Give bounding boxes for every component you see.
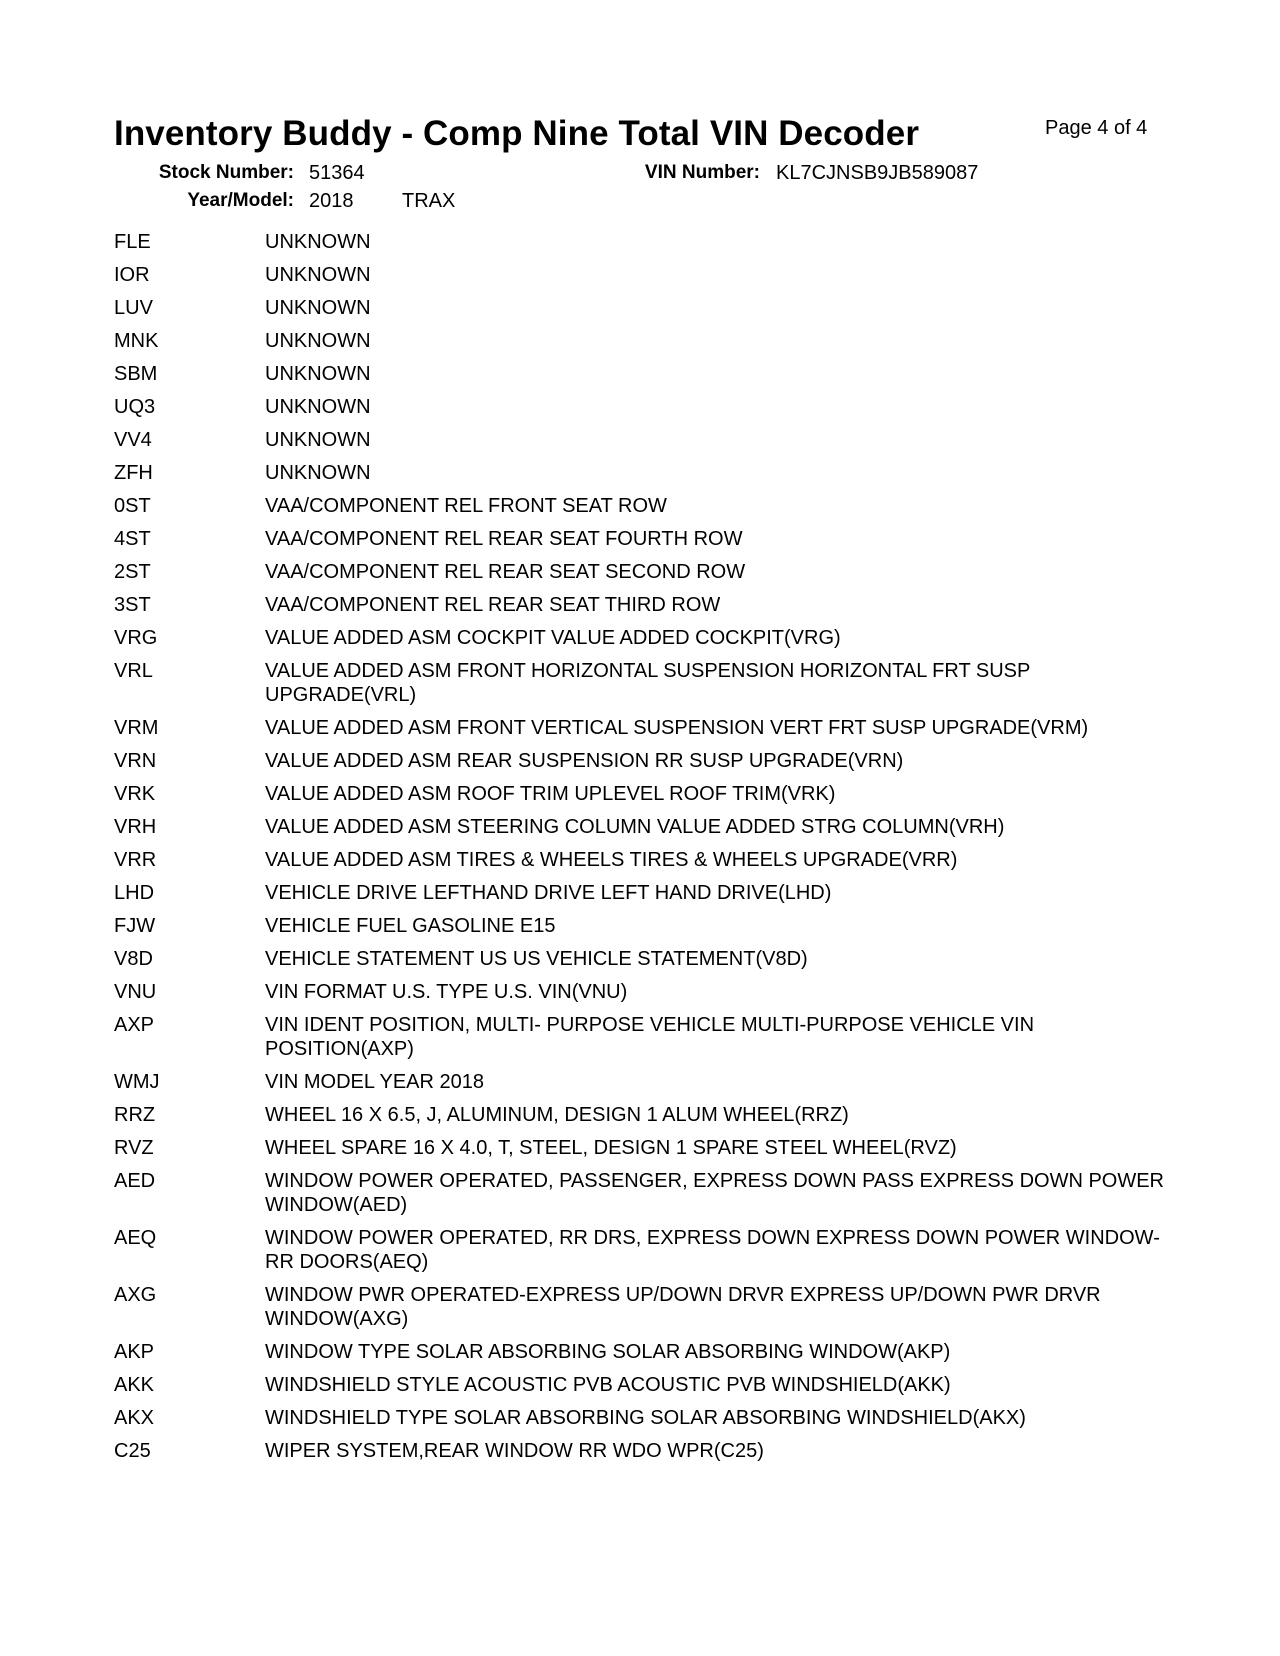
list-item [114,881,1164,905]
option-description: WINDSHIELD TYPE SOLAR ABSORBING SOLAR ABSORBING WINDSHIELD(AKX) [265,1407,1026,1429]
option-code: 2ST [114,561,151,583]
option-code: UQ3 [114,396,156,418]
option-description: VALUE ADDED ASM TIRES & WHEELS TIRES & WHEELS UPGRADE(VRR) [265,849,958,871]
option-code: C25 [114,1440,151,1462]
option-code: 0ST [114,495,151,517]
option-code: AEQ [114,1227,157,1249]
list-item [114,782,1164,806]
list-item [114,1340,1164,1364]
option-code: VRM [114,717,159,739]
list-item [114,716,1164,740]
option-code: FJW [114,915,156,937]
option-description: VIN FORMAT U.S. TYPE U.S. VIN(VNU) [265,981,628,1003]
list-item [114,329,1164,353]
option-code: RRZ [114,1104,156,1126]
option-description: WINDOW POWER OPERATED, PASSENGER, EXPRESS DOWN PASS EXPRESS DOWN POWER WINDOW(AED) [265,1170,1165,1216]
list-item [114,980,1164,1004]
option-code: AKK [114,1374,155,1396]
option-description: VAA/COMPONENT REL REAR SEAT FOURTH ROW [265,528,743,550]
option-code: VRK [114,783,156,805]
option-code: LUV [114,297,153,319]
list-item [114,848,1164,872]
list-item [114,1406,1164,1430]
option-code: VRL [114,660,153,682]
list-item [114,494,1164,518]
list-item [114,560,1164,584]
year-model-label: Year/Model: [187,190,294,211]
option-code: LHD [114,882,155,904]
option-code: AKP [114,1341,155,1363]
list-item [114,593,1164,617]
stock-number-value: 51364 [309,162,365,184]
option-code: AKX [114,1407,155,1429]
list-item [114,296,1164,320]
option-description: WHEEL 16 X 6.5, J, ALUMINUM, DESIGN 1 ALUM WHEEL(RRZ) [265,1104,849,1126]
option-description: UNKNOWN [265,297,371,319]
option-description: WIPER SYSTEM,REAR WINDOW RR WDO WPR(C25) [265,1440,764,1462]
list-item [114,1070,1164,1094]
option-code: VRG [114,627,158,649]
option-description: UNKNOWN [265,231,371,253]
list-item [114,263,1164,287]
page-number: Page 4 of 4 [1045,117,1148,139]
list-item [114,815,1164,839]
list-item [114,1283,1164,1331]
option-code: SBM [114,363,158,385]
list-item [114,527,1164,551]
option-code: VRR [114,849,157,871]
option-code: AXP [114,1014,155,1036]
list-item [114,461,1164,485]
list-item [114,947,1164,971]
option-description: VALUE ADDED ASM COCKPIT VALUE ADDED COCKPIT(VRG) [265,627,841,649]
option-description: UNKNOWN [265,363,371,385]
option-code: WMJ [114,1071,160,1093]
option-code: FLE [114,231,151,253]
option-description: VIN IDENT POSITION, MULTI- PURPOSE VEHICLE MULTI-PURPOSE VEHICLE VIN POSITION(AXP) [265,1014,1035,1060]
list-item [114,230,1164,254]
option-code: 4ST [114,528,151,550]
option-code: MNK [114,330,159,352]
option-code: AXG [114,1284,157,1306]
option-description: VEHICLE DRIVE LEFTHAND DRIVE LEFT HAND DRIVE(LHD) [265,882,832,904]
option-code: 3ST [114,594,151,616]
option-description: WINDOW PWR OPERATED-EXPRESS UP/DOWN DRVR EXPRESS UP/DOWN PWR DRVR WINDOW(AXG) [265,1284,1101,1330]
list-item [114,428,1164,452]
list-item [114,626,1164,650]
option-description: VIN MODEL YEAR 2018 [265,1071,484,1093]
list-item [114,1226,1164,1274]
option-code: VRN [114,750,157,772]
option-description: VEHICLE FUEL GASOLINE E15 [265,915,556,937]
list-item [114,1169,1164,1217]
option-description: WINDOW POWER OPERATED, RR DRS, EXPRESS DOWN EXPRESS DOWN POWER WINDOW-RR DOORS(AEQ) [265,1227,1160,1273]
year-value: 2018 [309,190,354,212]
option-code: VNU [114,981,157,1003]
list-item [114,1439,1164,1463]
list-item [114,1103,1164,1127]
option-description: VAA/COMPONENT REL REAR SEAT SECOND ROW [265,561,746,583]
option-code: V8D [114,948,153,970]
list-item [114,914,1164,938]
option-description: WINDOW TYPE SOLAR ABSORBING SOLAR ABSORBING WINDOW(AKP) [265,1341,951,1363]
option-code: ZFH [114,462,153,484]
option-description: UNKNOWN [265,330,371,352]
model-value: TRAX [402,190,456,212]
stock-number-label: Stock Number: [158,162,294,183]
option-description: VALUE ADDED ASM STEERING COLUMN VALUE ADDED STRG COLUMN(VRH) [265,816,1005,838]
option-description: VALUE ADDED ASM ROOF TRIM UPLEVEL ROOF TRIM(VRK) [265,783,836,805]
option-description: WINDSHIELD STYLE ACOUSTIC PVB ACOUSTIC PVB WINDSHIELD(AKK) [265,1374,951,1396]
option-description: VAA/COMPONENT REL REAR SEAT THIRD ROW [265,594,721,616]
list-item [114,659,1164,707]
option-description: UNKNOWN [265,396,371,418]
option-code: VRH [114,816,157,838]
option-description: VAA/COMPONENT REL FRONT SEAT ROW [265,495,667,517]
list-item [114,1136,1164,1160]
option-description: UNKNOWN [265,462,371,484]
list-item [114,749,1164,773]
vin-number-value: KL7CJNSB9JB589087 [776,162,979,184]
list-item [114,362,1164,386]
vin-number-label: VIN Number: [644,162,760,183]
option-code: RVZ [114,1137,154,1159]
list-item [114,1373,1164,1397]
document-title: Inventory Buddy - Comp Nine Total VIN Decoder [114,114,920,153]
option-description: WHEEL SPARE 16 X 4.0, T, STEEL, DESIGN 1 SPARE STEEL WHEEL(RVZ) [265,1137,957,1159]
option-code: VV4 [114,429,152,451]
list-item [114,395,1164,419]
option-description: VALUE ADDED ASM FRONT HORIZONTAL SUSPENSION HORIZONTAL FRT SUSP UPGRADE(VRL) [265,660,1030,706]
option-description: VALUE ADDED ASM REAR SUSPENSION RR SUSP UPGRADE(VRN) [265,750,904,772]
option-description: VALUE ADDED ASM FRONT VERTICAL SUSPENSION VERT FRT SUSP UPGRADE(VRM) [265,717,1089,739]
option-code-list [114,230,1164,1472]
option-description: VEHICLE STATEMENT US US VEHICLE STATEMENT(V8D) [265,948,808,970]
option-code: IOR [114,264,150,286]
list-item [114,1013,1164,1061]
option-description: UNKNOWN [265,429,371,451]
option-description: UNKNOWN [265,264,371,286]
option-code: AED [114,1170,156,1192]
